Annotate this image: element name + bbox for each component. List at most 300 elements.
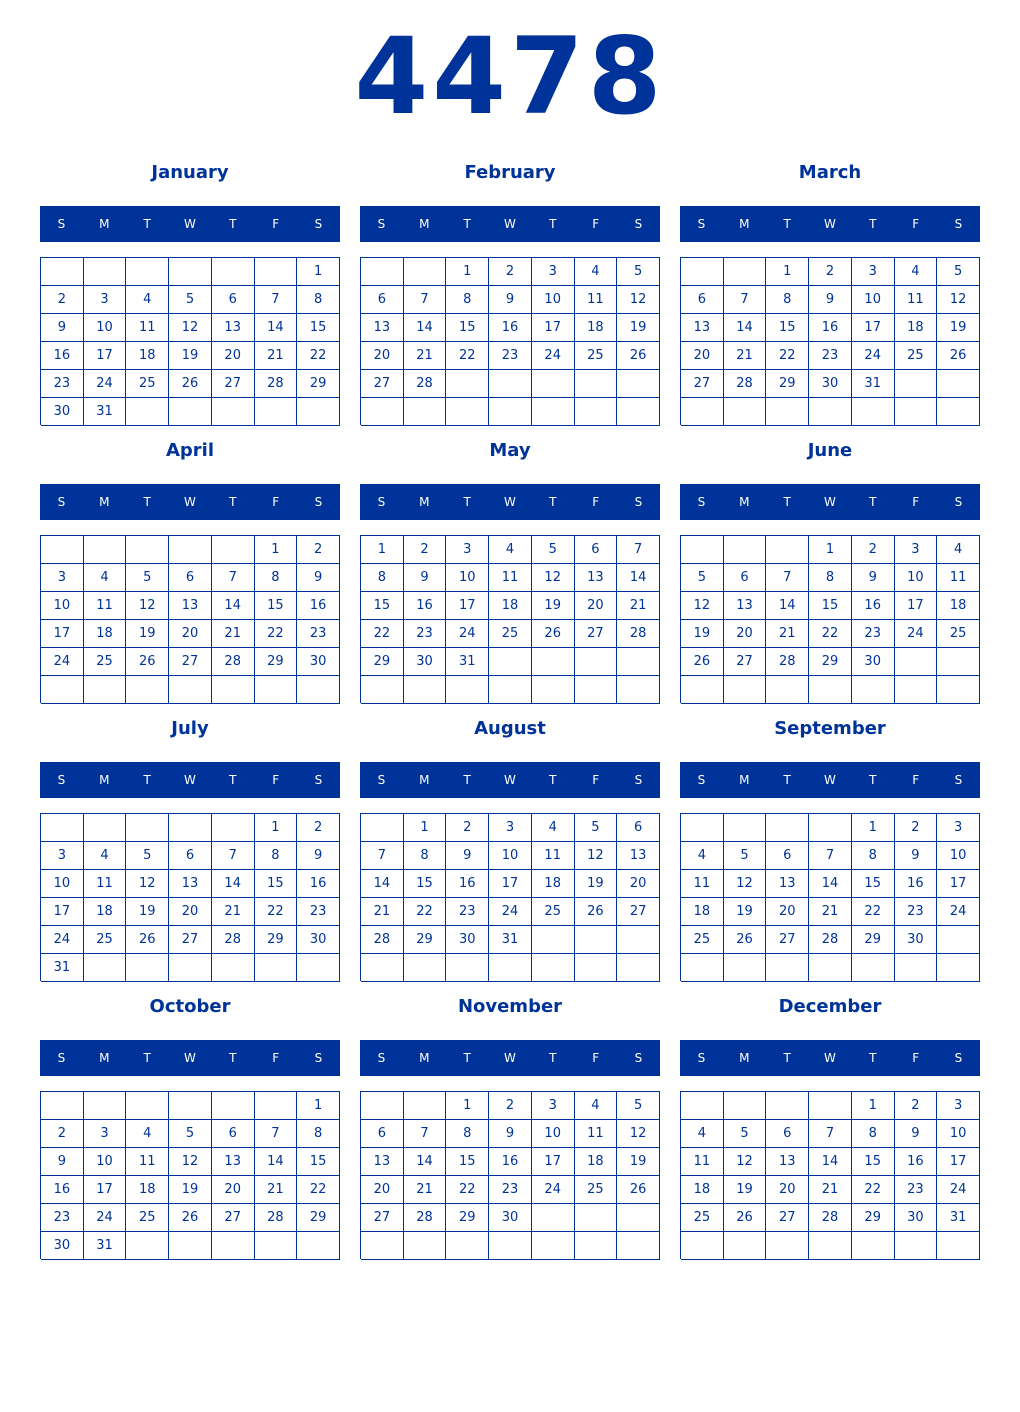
empty-day-cell xyxy=(361,676,404,704)
month-title: June xyxy=(807,440,853,461)
day-cell: 14 xyxy=(724,314,767,342)
day-grid xyxy=(360,813,660,981)
day-cell: 7 xyxy=(212,842,255,870)
weekday-header: S xyxy=(954,773,963,787)
empty-day-cell xyxy=(126,258,169,286)
day-cell: 1 xyxy=(852,814,895,842)
empty-day-cell xyxy=(532,398,575,426)
weekday-header-bar xyxy=(360,484,660,520)
day-cell: 27 xyxy=(766,926,809,954)
day-cell: 24 xyxy=(446,620,489,648)
month-title: August xyxy=(474,718,546,739)
day-cell: 23 xyxy=(41,1204,84,1232)
empty-day-cell xyxy=(724,814,767,842)
day-cell: 21 xyxy=(212,620,255,648)
empty-day-cell xyxy=(84,954,127,982)
day-cell: 18 xyxy=(895,314,938,342)
empty-day-cell xyxy=(361,1232,404,1260)
day-cell: 29 xyxy=(361,648,404,676)
day-cell: 17 xyxy=(84,342,127,370)
day-cell: 13 xyxy=(212,1148,255,1176)
empty-day-cell xyxy=(937,648,980,676)
day-cell: 14 xyxy=(617,564,660,592)
day-cell: 26 xyxy=(937,342,980,370)
day-cell: 1 xyxy=(446,1092,489,1120)
empty-day-cell xyxy=(41,536,84,564)
weekday-header: T xyxy=(143,1051,151,1065)
empty-day-cell xyxy=(404,954,447,982)
day-cell: 2 xyxy=(809,258,852,286)
day-cell: 31 xyxy=(446,648,489,676)
day-cell: 15 xyxy=(297,314,340,342)
day-cell: 8 xyxy=(852,842,895,870)
day-cell: 19 xyxy=(724,1176,767,1204)
weekday-header: M xyxy=(419,1051,430,1065)
day-cell: 2 xyxy=(895,814,938,842)
day-cell: 17 xyxy=(489,870,532,898)
day-cell: 21 xyxy=(404,342,447,370)
day-cell: 26 xyxy=(617,1176,660,1204)
empty-day-cell xyxy=(937,370,980,398)
weekday-header: F xyxy=(592,495,600,509)
day-cell: 24 xyxy=(895,620,938,648)
day-cell: 3 xyxy=(41,842,84,870)
empty-day-cell xyxy=(212,398,255,426)
day-cell: 26 xyxy=(532,620,575,648)
weekday-header: M xyxy=(99,495,110,509)
day-cell: 7 xyxy=(404,1120,447,1148)
day-cell: 11 xyxy=(84,870,127,898)
day-cell: 18 xyxy=(84,898,127,926)
day-cell: 14 xyxy=(404,1148,447,1176)
day-cell: 12 xyxy=(169,314,212,342)
empty-day-cell xyxy=(766,398,809,426)
empty-day-cell xyxy=(724,1092,767,1120)
day-cell: 16 xyxy=(489,1148,532,1176)
weekday-header-bar xyxy=(680,762,980,798)
empty-day-cell xyxy=(446,1232,489,1260)
day-cell: 5 xyxy=(681,564,724,592)
day-cell: 28 xyxy=(255,1204,298,1232)
weekday-header: W xyxy=(824,1051,836,1065)
weekday-header: W xyxy=(824,217,836,231)
weekday-header: W xyxy=(504,1051,516,1065)
day-cell: 23 xyxy=(895,898,938,926)
day-cell: 24 xyxy=(84,1204,127,1232)
day-cell: 18 xyxy=(575,1148,618,1176)
day-cell: 13 xyxy=(724,592,767,620)
day-cell: 9 xyxy=(297,842,340,870)
day-cell: 12 xyxy=(169,1148,212,1176)
empty-day-cell xyxy=(575,676,618,704)
day-cell: 15 xyxy=(766,314,809,342)
empty-day-cell xyxy=(681,814,724,842)
empty-day-cell xyxy=(126,398,169,426)
empty-day-cell xyxy=(297,676,340,704)
weekday-header: T xyxy=(549,217,557,231)
empty-day-cell xyxy=(532,370,575,398)
empty-day-cell xyxy=(126,814,169,842)
day-grid xyxy=(360,257,660,425)
day-cell: 11 xyxy=(575,286,618,314)
day-cell: 23 xyxy=(489,1176,532,1204)
day-cell: 10 xyxy=(41,592,84,620)
day-cell: 24 xyxy=(852,342,895,370)
day-cell: 14 xyxy=(255,1148,298,1176)
weekday-header: F xyxy=(272,773,280,787)
empty-day-cell xyxy=(361,954,404,982)
day-cell: 11 xyxy=(126,1148,169,1176)
weekday-header: F xyxy=(912,495,920,509)
weekday-header: T xyxy=(869,1051,877,1065)
day-cell: 27 xyxy=(169,926,212,954)
empty-day-cell xyxy=(404,1092,447,1120)
day-cell: 7 xyxy=(809,842,852,870)
empty-day-cell xyxy=(575,1232,618,1260)
day-cell: 7 xyxy=(255,286,298,314)
month-title: November xyxy=(457,996,563,1017)
month-title: May xyxy=(489,440,531,461)
weekday-header: T xyxy=(229,1051,237,1065)
day-cell: 5 xyxy=(169,1120,212,1148)
empty-day-cell xyxy=(297,1232,340,1260)
day-cell: 12 xyxy=(937,286,980,314)
day-cell: 4 xyxy=(575,258,618,286)
day-cell: 8 xyxy=(297,286,340,314)
day-cell: 4 xyxy=(937,536,980,564)
day-cell: 1 xyxy=(255,814,298,842)
empty-day-cell xyxy=(255,954,298,982)
day-cell: 1 xyxy=(297,258,340,286)
weekday-header: W xyxy=(504,217,516,231)
empty-day-cell xyxy=(724,676,767,704)
weekday-header: F xyxy=(592,1051,600,1065)
day-cell: 11 xyxy=(489,564,532,592)
day-cell: 28 xyxy=(809,926,852,954)
day-cell: 8 xyxy=(766,286,809,314)
day-cell: 1 xyxy=(361,536,404,564)
day-cell: 12 xyxy=(724,1148,767,1176)
weekday-header: M xyxy=(739,773,750,787)
day-cell: 31 xyxy=(84,1232,127,1260)
empty-day-cell xyxy=(169,398,212,426)
weekday-header-bar xyxy=(360,762,660,798)
day-cell: 25 xyxy=(84,926,127,954)
day-cell: 7 xyxy=(724,286,767,314)
weekday-header: T xyxy=(229,495,237,509)
empty-day-cell xyxy=(532,648,575,676)
day-cell: 19 xyxy=(532,592,575,620)
weekday-header: S xyxy=(377,1051,386,1065)
day-cell: 17 xyxy=(937,1148,980,1176)
day-cell: 29 xyxy=(809,648,852,676)
day-cell: 22 xyxy=(255,898,298,926)
day-cell: 6 xyxy=(766,842,809,870)
weekday-header: W xyxy=(184,1051,196,1065)
weekday-header: F xyxy=(592,217,600,231)
day-cell: 29 xyxy=(852,926,895,954)
day-cell: 21 xyxy=(809,1176,852,1204)
day-grid xyxy=(680,813,980,981)
day-cell: 25 xyxy=(126,370,169,398)
weekday-header-bar xyxy=(360,1040,660,1076)
empty-day-cell xyxy=(404,676,447,704)
weekday-header: T xyxy=(869,495,877,509)
day-cell: 12 xyxy=(575,842,618,870)
day-cell: 9 xyxy=(41,314,84,342)
empty-day-cell xyxy=(617,648,660,676)
day-cell: 25 xyxy=(937,620,980,648)
day-cell: 10 xyxy=(937,842,980,870)
empty-day-cell xyxy=(809,398,852,426)
empty-day-cell xyxy=(575,648,618,676)
day-cell: 1 xyxy=(809,536,852,564)
empty-day-cell xyxy=(681,536,724,564)
day-cell: 15 xyxy=(404,870,447,898)
day-cell: 22 xyxy=(404,898,447,926)
month-title: April xyxy=(165,440,215,461)
empty-day-cell xyxy=(255,258,298,286)
day-cell: 27 xyxy=(361,370,404,398)
day-cell: 10 xyxy=(852,286,895,314)
day-cell: 16 xyxy=(41,342,84,370)
weekday-header: S xyxy=(377,217,386,231)
day-cell: 29 xyxy=(446,1204,489,1232)
weekday-header-bar xyxy=(40,762,340,798)
day-cell: 18 xyxy=(84,620,127,648)
day-cell: 18 xyxy=(489,592,532,620)
empty-day-cell xyxy=(724,536,767,564)
day-grid xyxy=(680,257,980,425)
day-cell: 19 xyxy=(575,870,618,898)
day-cell: 19 xyxy=(169,1176,212,1204)
day-cell: 28 xyxy=(617,620,660,648)
day-cell: 21 xyxy=(255,342,298,370)
day-cell: 28 xyxy=(212,648,255,676)
day-cell: 4 xyxy=(84,842,127,870)
day-cell: 19 xyxy=(126,898,169,926)
day-cell: 19 xyxy=(681,620,724,648)
empty-day-cell xyxy=(766,954,809,982)
day-cell: 4 xyxy=(895,258,938,286)
day-cell: 20 xyxy=(575,592,618,620)
day-cell: 14 xyxy=(766,592,809,620)
weekday-header: M xyxy=(99,1051,110,1065)
empty-day-cell xyxy=(532,954,575,982)
day-cell: 6 xyxy=(575,536,618,564)
day-cell: 29 xyxy=(404,926,447,954)
day-cell: 15 xyxy=(255,592,298,620)
weekday-header: S xyxy=(314,495,323,509)
day-cell: 13 xyxy=(766,870,809,898)
empty-day-cell xyxy=(169,954,212,982)
day-cell: 27 xyxy=(169,648,212,676)
weekday-header: S xyxy=(634,217,643,231)
day-cell: 21 xyxy=(724,342,767,370)
day-cell: 27 xyxy=(212,1204,255,1232)
day-cell: 4 xyxy=(575,1092,618,1120)
day-cell: 29 xyxy=(852,1204,895,1232)
day-cell: 20 xyxy=(617,870,660,898)
day-cell: 1 xyxy=(255,536,298,564)
day-cell: 27 xyxy=(361,1204,404,1232)
day-cell: 27 xyxy=(681,370,724,398)
day-cell: 5 xyxy=(126,564,169,592)
day-cell: 30 xyxy=(404,648,447,676)
day-cell: 4 xyxy=(489,536,532,564)
weekday-header: S xyxy=(57,1051,66,1065)
day-cell: 26 xyxy=(169,370,212,398)
day-cell: 13 xyxy=(361,1148,404,1176)
empty-day-cell xyxy=(404,1232,447,1260)
day-cell: 31 xyxy=(852,370,895,398)
day-cell: 11 xyxy=(895,286,938,314)
day-cell: 22 xyxy=(852,898,895,926)
weekday-header: S xyxy=(314,773,323,787)
day-cell: 22 xyxy=(446,342,489,370)
day-cell: 6 xyxy=(617,814,660,842)
day-cell: 16 xyxy=(446,870,489,898)
weekday-header: T xyxy=(549,1051,557,1065)
weekday-header: T xyxy=(783,495,791,509)
day-cell: 27 xyxy=(617,898,660,926)
weekday-header: S xyxy=(634,1051,643,1065)
day-cell: 26 xyxy=(724,926,767,954)
day-cell: 12 xyxy=(617,286,660,314)
empty-day-cell xyxy=(852,1232,895,1260)
empty-day-cell xyxy=(766,1092,809,1120)
day-cell: 17 xyxy=(852,314,895,342)
day-cell: 23 xyxy=(446,898,489,926)
day-cell: 24 xyxy=(532,1176,575,1204)
day-cell: 14 xyxy=(809,870,852,898)
day-cell: 30 xyxy=(446,926,489,954)
empty-day-cell xyxy=(361,1092,404,1120)
day-cell: 26 xyxy=(169,1204,212,1232)
day-cell: 20 xyxy=(169,898,212,926)
day-cell: 21 xyxy=(809,898,852,926)
empty-day-cell xyxy=(361,398,404,426)
day-cell: 8 xyxy=(446,1120,489,1148)
empty-day-cell xyxy=(297,398,340,426)
empty-day-cell xyxy=(532,1232,575,1260)
day-cell: 29 xyxy=(766,370,809,398)
day-cell: 9 xyxy=(489,1120,532,1148)
day-cell: 1 xyxy=(297,1092,340,1120)
empty-day-cell xyxy=(617,954,660,982)
day-cell: 20 xyxy=(212,1176,255,1204)
empty-day-cell xyxy=(297,954,340,982)
day-cell: 21 xyxy=(617,592,660,620)
empty-day-cell xyxy=(724,398,767,426)
day-cell: 25 xyxy=(532,898,575,926)
weekday-header: T xyxy=(783,217,791,231)
weekday-header: T xyxy=(549,773,557,787)
weekday-header: S xyxy=(634,495,643,509)
day-cell: 29 xyxy=(297,370,340,398)
empty-day-cell xyxy=(681,258,724,286)
day-cell: 12 xyxy=(681,592,724,620)
empty-day-cell xyxy=(895,1232,938,1260)
day-cell: 26 xyxy=(724,1204,767,1232)
day-cell: 16 xyxy=(297,592,340,620)
day-cell: 2 xyxy=(489,258,532,286)
weekday-header: T xyxy=(463,495,471,509)
empty-day-cell xyxy=(681,1092,724,1120)
weekday-header: S xyxy=(697,495,706,509)
empty-day-cell xyxy=(255,1092,298,1120)
weekday-header-bar xyxy=(680,484,980,520)
weekday-header: T xyxy=(143,495,151,509)
day-grid xyxy=(40,535,340,703)
empty-day-cell xyxy=(937,926,980,954)
day-cell: 2 xyxy=(41,286,84,314)
day-cell: 6 xyxy=(724,564,767,592)
day-cell: 28 xyxy=(361,926,404,954)
day-cell: 30 xyxy=(41,398,84,426)
empty-day-cell xyxy=(41,1092,84,1120)
day-cell: 6 xyxy=(212,1120,255,1148)
day-cell: 6 xyxy=(169,564,212,592)
day-cell: 11 xyxy=(84,592,127,620)
weekday-header: M xyxy=(99,217,110,231)
empty-day-cell xyxy=(724,954,767,982)
day-cell: 6 xyxy=(766,1120,809,1148)
day-cell: 12 xyxy=(126,592,169,620)
empty-day-cell xyxy=(41,676,84,704)
empty-day-cell xyxy=(446,676,489,704)
empty-day-cell xyxy=(617,1232,660,1260)
day-cell: 28 xyxy=(809,1204,852,1232)
day-cell: 5 xyxy=(724,842,767,870)
weekday-header: M xyxy=(739,1051,750,1065)
empty-day-cell xyxy=(212,1092,255,1120)
empty-day-cell xyxy=(809,676,852,704)
day-cell: 25 xyxy=(126,1204,169,1232)
day-cell: 5 xyxy=(724,1120,767,1148)
day-cell: 3 xyxy=(446,536,489,564)
empty-day-cell xyxy=(404,398,447,426)
day-cell: 3 xyxy=(84,286,127,314)
day-cell: 3 xyxy=(84,1120,127,1148)
empty-day-cell xyxy=(937,1232,980,1260)
weekday-header: T xyxy=(783,1051,791,1065)
day-cell: 12 xyxy=(126,870,169,898)
day-cell: 8 xyxy=(809,564,852,592)
day-cell: 25 xyxy=(681,926,724,954)
empty-day-cell xyxy=(937,676,980,704)
weekday-header: S xyxy=(954,1051,963,1065)
day-cell: 4 xyxy=(126,286,169,314)
weekday-header: F xyxy=(272,217,280,231)
empty-day-cell xyxy=(895,676,938,704)
day-cell: 19 xyxy=(617,1148,660,1176)
day-cell: 10 xyxy=(937,1120,980,1148)
day-cell: 1 xyxy=(766,258,809,286)
day-cell: 10 xyxy=(489,842,532,870)
day-cell: 10 xyxy=(41,870,84,898)
day-cell: 21 xyxy=(404,1176,447,1204)
weekday-header: M xyxy=(419,217,430,231)
day-cell: 2 xyxy=(895,1092,938,1120)
day-cell: 13 xyxy=(766,1148,809,1176)
day-cell: 9 xyxy=(404,564,447,592)
day-cell: 8 xyxy=(404,842,447,870)
day-cell: 30 xyxy=(895,1204,938,1232)
empty-day-cell xyxy=(852,954,895,982)
day-cell: 30 xyxy=(489,1204,532,1232)
month-title: September xyxy=(774,718,886,739)
